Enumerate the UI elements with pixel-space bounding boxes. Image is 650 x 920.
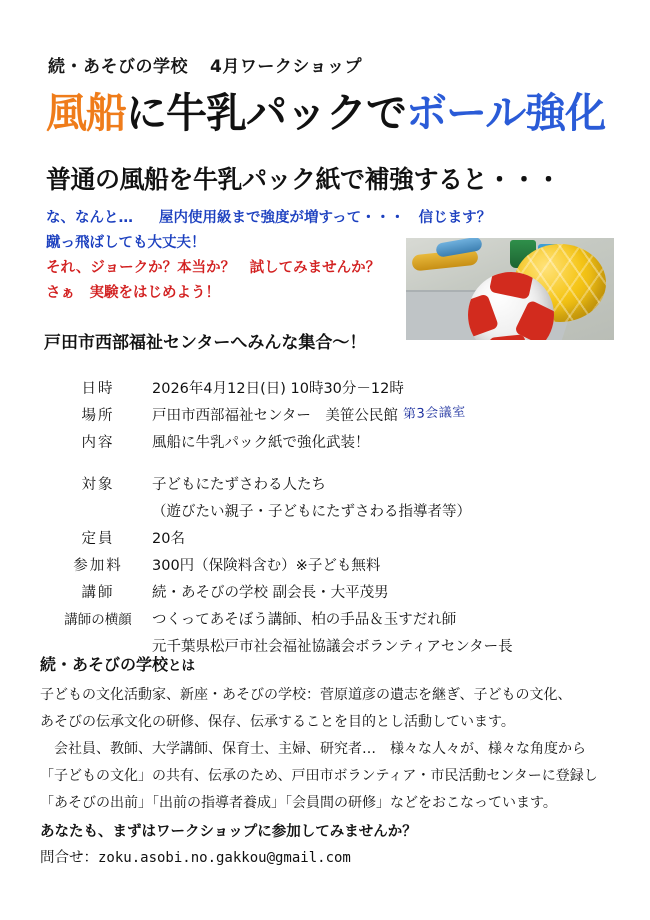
title-part-ballreinforce: ボール強化: [406, 89, 606, 137]
about-title-main: 続・あそびの学校: [40, 655, 169, 674]
detail-value-audience-note: （遊びたい親子・子どもにたずさわる指導者等）: [152, 504, 471, 520]
blurb-line-1b: 屋内使用級まで強度が増すって・・・: [159, 210, 405, 226]
blurb-line-2: 蹴っ飛ばしても大丈夫！: [46, 235, 206, 251]
blurb-line-1: [46, 206, 492, 231]
contact-label: 問合せ：: [40, 850, 98, 866]
detail-row-audience-note: [44, 499, 604, 526]
detail-row-content: [44, 430, 604, 457]
flyer-title: [46, 89, 606, 137]
detail-row-capacity: [44, 526, 604, 553]
detail-label-place: 場所: [81, 408, 115, 424]
flyer-kicker: [48, 52, 362, 77]
blurb-line-3: それ、ジョークか？本当か？ 試してみませんか？: [46, 260, 381, 276]
detail-label-audience: 対象: [81, 477, 115, 493]
detail-row-instructor-profile: [44, 607, 604, 634]
participation-cta: あなたも、まずはワークショップに参加してみませんか？: [40, 824, 417, 840]
venue-call-to-action: 戸田市西部福祉センターへみんな集合〜！: [44, 333, 367, 353]
about-title-suffix: とは: [168, 658, 196, 674]
flyer-blurb: [46, 206, 492, 306]
detail-row-datetime: [44, 376, 604, 403]
about-section-title: [40, 652, 195, 675]
title-part-balloon: 風船: [46, 89, 126, 137]
detail-row-instructor: [44, 580, 604, 607]
detail-label-fee: 参加料: [73, 558, 123, 574]
reinforced-ball-photo: [406, 238, 614, 340]
kicker-left-text: 続・あそびの学校: [48, 57, 188, 77]
contact-email[interactable]: zoku.asobi.no.gakkou@gmail.com: [98, 850, 351, 866]
detail-value-content: 風船に牛乳パック紙で強化武装！: [152, 435, 370, 451]
event-details-table: [44, 376, 604, 661]
about-section-body: [40, 682, 615, 817]
detail-spacer: [44, 457, 604, 472]
detail-value-place: [152, 403, 604, 430]
about-paragraph-2: あそびの伝承文化の研修、保存、伝承することを目的とし活動しています。: [40, 714, 515, 730]
blurb-line-4: さぁ 実験をはじめよう！: [46, 285, 220, 301]
detail-value-place-text: 戸田市西部福祉センター 美笹公民館: [152, 408, 398, 424]
detail-label-instructor-profile: 講師の横顔: [64, 612, 132, 628]
detail-value-instructor-profile: つくってあそぼう講師、柏の手品＆玉すだれ師: [152, 612, 457, 628]
kicker-right-text: 4月ワークショップ: [210, 57, 362, 77]
detail-label-datetime: 日時: [81, 381, 115, 397]
about-paragraph-1: 子どもの文化活動家、新座・あそびの学校：菅原道彦の遺志を継ぎ、子どもの文化、: [40, 687, 572, 703]
detail-value-fee: 300円（保険料含む）※子ども無料: [152, 558, 381, 574]
detail-label-capacity: 定員: [81, 531, 115, 547]
detail-value-instructor-profile-2: 元千葉県松戸市社会福祉協議会ボランティアセンター長: [152, 639, 513, 655]
title-part-milkcarton: に牛乳パックで: [126, 89, 406, 137]
about-paragraph-5: 「あそびの出前」「出前の指導者養成」「会員間の研修」などをおこなっています。: [40, 795, 557, 811]
contact-line: [40, 846, 351, 867]
detail-value-place-note: 第3会議室: [402, 404, 466, 423]
detail-row-place: [44, 403, 604, 430]
detail-value-instructor: 続・あそびの学校 副会長・大平茂男: [152, 585, 389, 601]
detail-label-instructor: 講師: [81, 585, 115, 601]
detail-value-audience: 子どもにたずさわる人たち: [152, 477, 326, 493]
detail-value-datetime: 2026年4月12日(日) 10時30分－12時: [152, 381, 404, 397]
detail-row-fee: [44, 553, 604, 580]
blurb-line-1c: 信じます？: [418, 210, 492, 226]
detail-label-content: 内容: [81, 435, 115, 451]
about-paragraph-3: 会社員、教師、大学講師、保育士、主婦、研究者… 様々な人々が、様々な角度から: [54, 741, 586, 757]
flyer-subtitle: 普通の風船を牛乳パック紙で補強すると・・・: [46, 165, 561, 194]
blurb-line-1a: な、なんと…: [46, 210, 133, 226]
about-paragraph-4: 「子どもの文化」の共有、伝承のため、戸田市ボランティア・市民活動センターに登録し: [40, 768, 598, 784]
detail-row-audience: [44, 472, 604, 499]
detail-value-capacity: 20名: [152, 531, 185, 547]
